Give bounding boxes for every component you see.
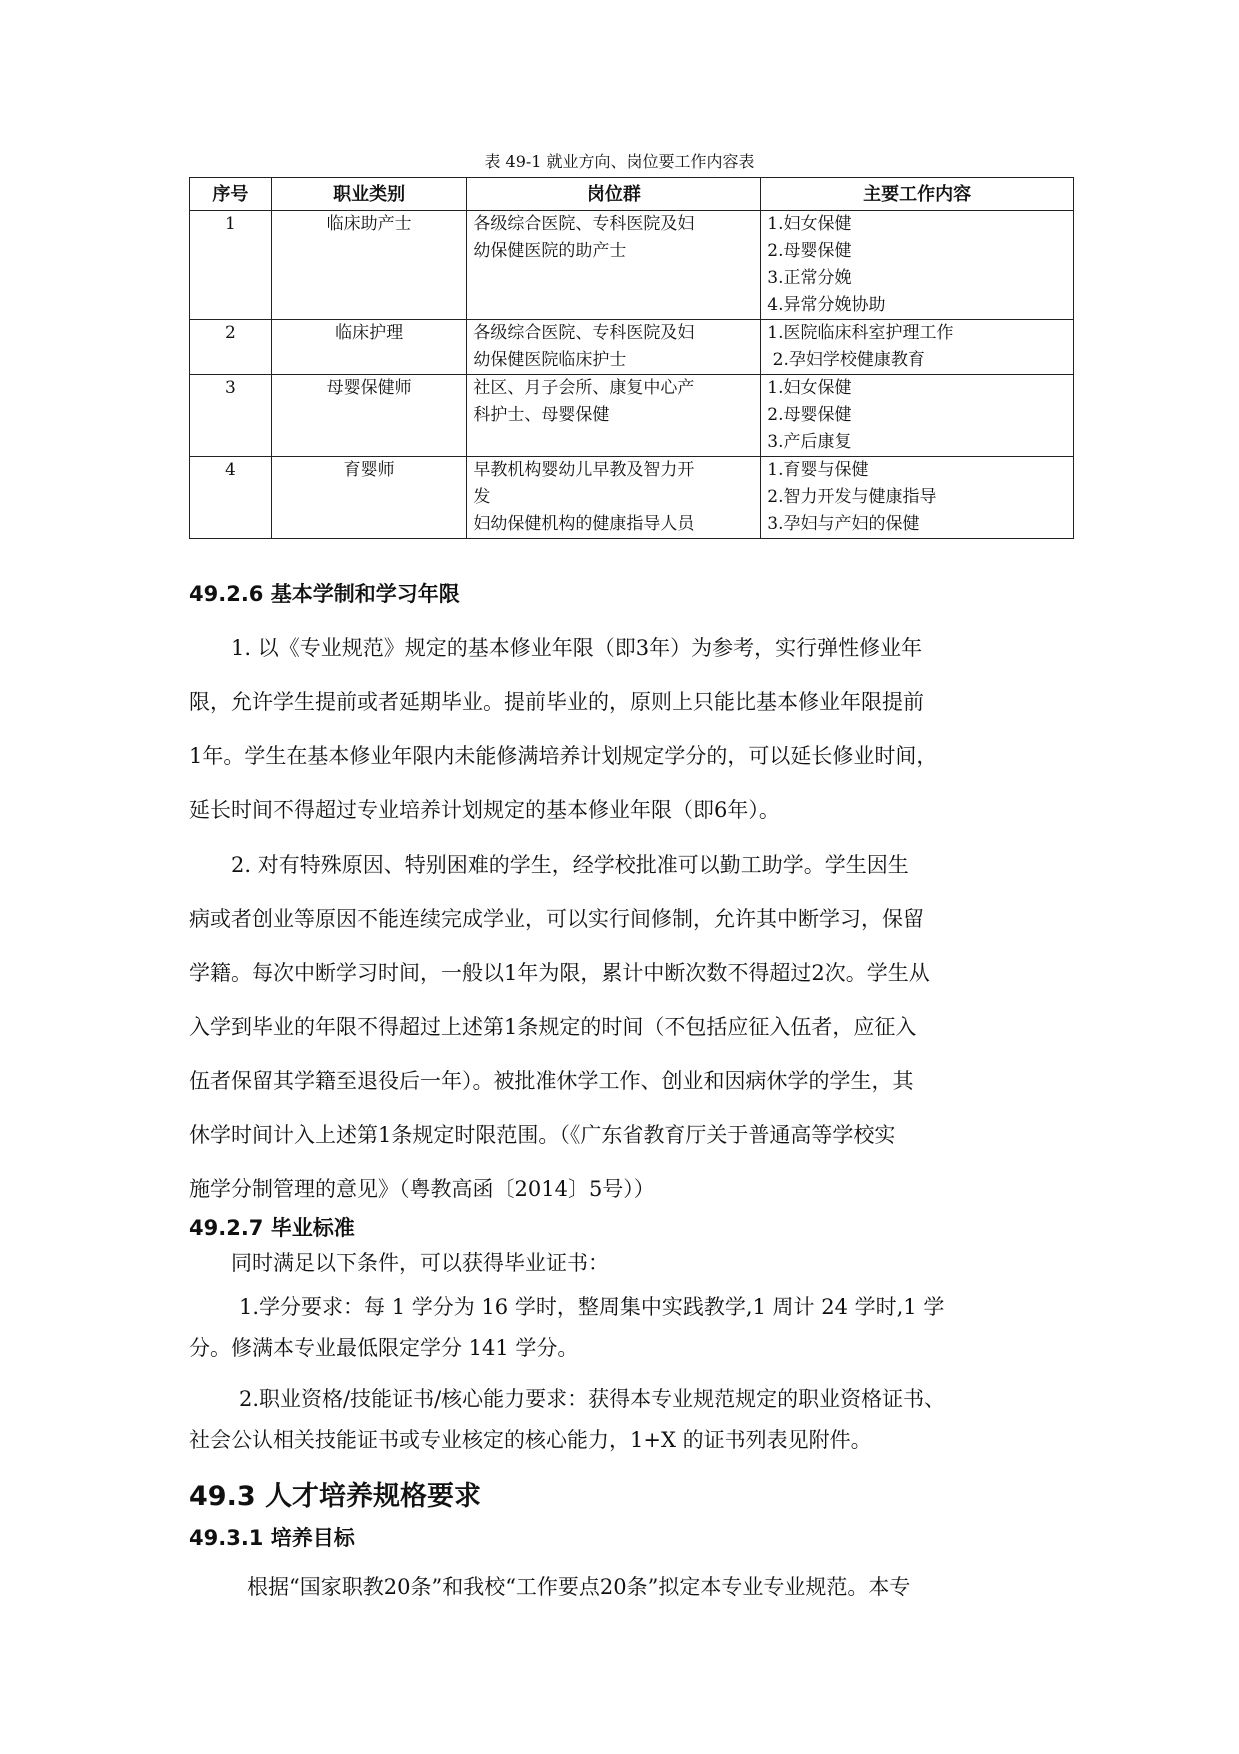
work-line: 2.智力开发与健康指导 (767, 487, 937, 507)
text-line: 入学到毕业的年限不得超过上述第1条规定的时间（不包括应征入伍者，应征入 (189, 1015, 917, 1039)
text-line: 社会公认相关技能证书或专业核定的核心能力，1+X 的证书列表见附件。 (189, 1428, 872, 1452)
text-line: 分。修满本专业最低限定学分 141 学分。 (189, 1336, 579, 1360)
employment-table (189, 177, 1074, 539)
work-line: 1.妇女保健 (767, 214, 852, 234)
group-line: 社区、月子会所、康复中心产 (473, 378, 695, 398)
group-line: 早教机构婴幼儿早教及智力开 (473, 460, 695, 480)
heading-49-2-7: 49.2.7 毕业标准 (189, 1216, 355, 1240)
heading-49-2-6: 49.2.6 基本学制和学习年限 (189, 582, 460, 606)
group-line: 科护士、母婴保健 (473, 405, 610, 425)
work-line: 4.异常分娩协助 (767, 295, 886, 315)
table-caption: 表 49-1 就业方向、岗位要工作内容表 (484, 152, 755, 171)
row-group (467, 375, 761, 457)
heading-49-3: 49.3 人才培养规格要求 (189, 1481, 482, 1512)
heading-49-3-1: 49.3.1 培养目标 (189, 1526, 355, 1550)
header-category: 职业类别 (271, 178, 467, 211)
text-line: 根据“国家职教20条”和我校“工作要点20条”拟定本专业专业规范。本专 (247, 1575, 911, 1599)
text-line: 学籍。每次中断学习时间，一般以1年为限，累计中断次数不得超过2次。学生从 (189, 961, 930, 985)
work-line: 3.正常分娩 (767, 268, 852, 288)
row-group (467, 320, 761, 375)
paragraph-graduation-intro (189, 1244, 1069, 1282)
paragraph-certificate-requirement (189, 1379, 1069, 1461)
text-line: 2. 对有特殊原因、特别困难的学生，经学校批准可以勤工助学。学生因生 (231, 853, 909, 877)
group-line: 妇幼保健机构的健康指导人员 (473, 514, 695, 534)
text-line: 2.职业资格/技能证书/核心能力要求：获得本专业规范规定的职业资格证书、 (239, 1387, 946, 1411)
row-no: 2 (190, 320, 272, 375)
table-row (190, 457, 1074, 539)
text-line: 延长时间不得超过专业培养计划规定的基本修业年限（即6年）。 (189, 798, 780, 822)
table-row (190, 375, 1074, 457)
group-line: 各级综合医院、专科医院及妇 (473, 323, 695, 343)
paragraph-duration-1 (189, 621, 1069, 837)
row-no: 3 (190, 375, 272, 457)
row-category: 母婴保健师 (271, 375, 467, 457)
work-line: 3.产后康复 (767, 432, 852, 452)
work-line: 2.母婴保健 (767, 405, 852, 425)
row-work (761, 320, 1074, 375)
row-group (467, 211, 761, 320)
group-line: 发 (473, 487, 491, 507)
text-line: 伍者保留其学籍至退役后一年）。被批准休学工作、创业和因病休学的学生，其 (189, 1069, 914, 1093)
text-line: 同时满足以下条件，可以获得毕业证书： (231, 1251, 609, 1275)
group-line: 各级综合医院、专科医院及妇 (473, 214, 695, 234)
table-row (190, 211, 1074, 320)
header-group: 岗位群 (467, 178, 761, 211)
paragraph-credit-requirement (189, 1287, 1069, 1369)
work-line: 1.育婴与保健 (767, 460, 869, 480)
work-line: 2.母婴保健 (767, 241, 852, 261)
row-category: 临床助产士 (271, 211, 467, 320)
paragraph-duration-2 (189, 838, 1069, 1216)
row-no: 4 (190, 457, 272, 539)
work-line: 1.妇女保健 (767, 378, 852, 398)
text-line: 限，允许学生提前或者延期毕业。提前毕业的，原则上只能比基本修业年限提前 (189, 690, 924, 714)
header-no: 序号 (190, 178, 272, 211)
table-header-row (190, 178, 1074, 211)
text-line: 病或者创业等原因不能连续完成学业，可以实行间修制，允许其中断学习，保留 (189, 907, 924, 931)
work-line: 3.孕妇与产妇的保健 (767, 514, 920, 534)
text-line: 1. 以《专业规范》规定的基本修业年限（即3年）为参考，实行弹性修业年 (231, 636, 923, 660)
row-no: 1 (190, 211, 272, 320)
header-work: 主要工作内容 (761, 178, 1074, 211)
work-line: 1.医院临床科室护理工作 (767, 323, 954, 343)
text-line: 施学分制管理的意见》（粤教高函〔2014〕5号）） (189, 1177, 655, 1201)
text-line: 1.学分要求：每 1 学分为 16 学时，整周集中实践教学,1 周计 24 学时,1 学 (239, 1295, 945, 1319)
paragraph-training-goal (189, 1567, 1069, 1607)
work-line: 2.孕妇学校健康教育 (767, 350, 925, 370)
table-row (190, 320, 1074, 375)
text-line: 1年。学生在基本修业年限内未能修满培养计划规定学分的，可以延长修业时间， (189, 744, 938, 768)
row-work (761, 375, 1074, 457)
row-work (761, 211, 1074, 320)
row-work (761, 457, 1074, 539)
row-group (467, 457, 761, 539)
text-line: 休学时间计入上述第1条规定时限范围。（《广东省教育厅关于普通高等学校实 (189, 1123, 896, 1147)
group-line: 幼保健医院的助产士 (473, 241, 627, 261)
row-category: 临床护理 (271, 320, 467, 375)
group-line: 幼保健医院临床护士 (473, 350, 627, 370)
row-category: 育婴师 (271, 457, 467, 539)
